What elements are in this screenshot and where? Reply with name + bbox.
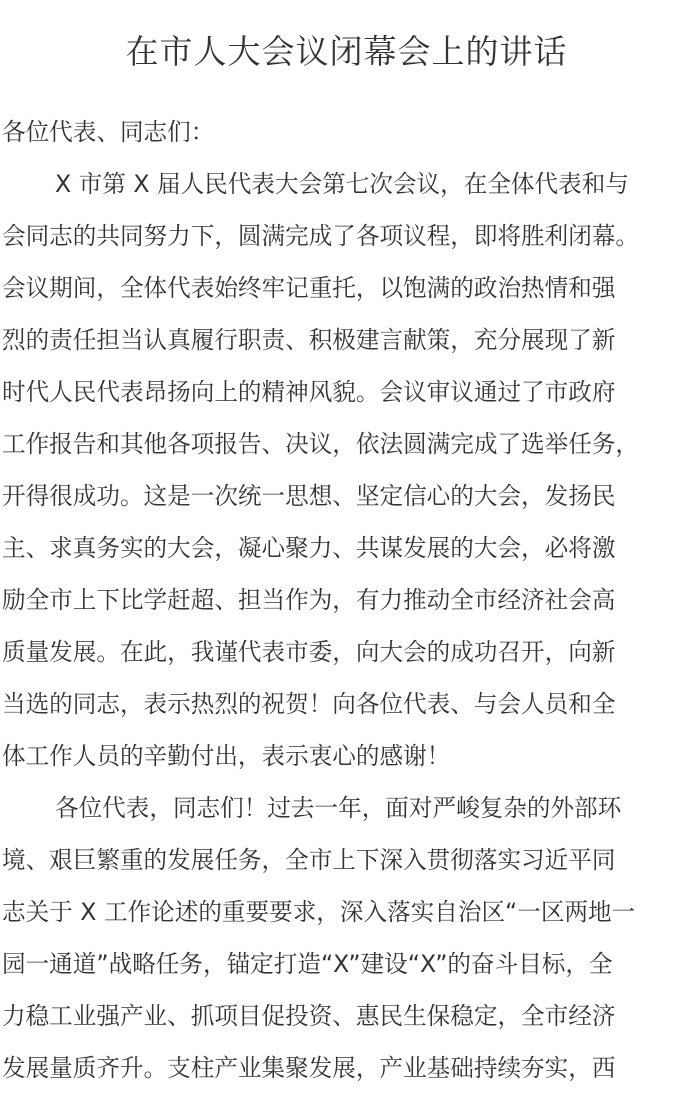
text-line: 时代人民代表昂扬向上的精神风貌。会议审议通过了市政府 bbox=[2, 378, 616, 406]
text-line: 励全市上下比学赶超、担当作为，有力推动全市经济社会高 bbox=[2, 586, 616, 614]
text-line: 主、求真务实的大会，凝心聚力、共谋发展的大会，必将激 bbox=[2, 534, 616, 562]
text-line: 当选的同志，表示热烈的祝贺！向各位代表、与会人员和全 bbox=[2, 690, 616, 718]
text-line: 园一通道”战略任务，锚定打造“X”建设“X”的奋斗目标，全 bbox=[2, 950, 613, 978]
text-line: 会议期间，全体代表始终牢记重托，以饱满的政治热情和强 bbox=[2, 274, 616, 302]
document-body bbox=[2, 108, 693, 1096]
text-line: 会同志的共同努力下，圆满完成了各项议程，即将胜利闭幕。 bbox=[2, 222, 640, 250]
text-line: X 市第 X 届人民代表大会第七次会议，在全体代表和与 bbox=[55, 170, 629, 198]
text-line: 烈的责任担当认真履行职责、积极建言献策，充分展现了新 bbox=[2, 326, 616, 354]
text-line: 力稳工业强产业、抓项目促投资、惠民生保稳定，全市经济 bbox=[2, 1002, 616, 1030]
text-line: 工作报告和其他各项报告、决议，依法圆满完成了选举任务， bbox=[2, 430, 640, 458]
text-line: 境、艰巨繁重的发展任务，全市上下深入贯彻落实习近平同 bbox=[2, 846, 616, 874]
text-line: 各位代表，同志们！过去一年，面对严峻复杂的外部环 bbox=[55, 794, 622, 822]
text-line: 质量发展。在此，我谨代表市委，向大会的成功召开，向新 bbox=[2, 638, 616, 666]
text-line: 志关于 X 工作论述的重要要求，深入落实自治区“一区两地一 bbox=[2, 898, 636, 926]
text-line: 体工作人员的辛勤付出，表示衷心的感谢！ bbox=[2, 742, 451, 770]
text-line: 各位代表、同志们： bbox=[2, 118, 215, 146]
text-line: 发展量质齐升。支柱产业集聚发展，产业基础持续夯实，西 bbox=[2, 1054, 616, 1082]
text-line: 开得很成功。这是一次统一思想、坚定信心的大会，发扬民 bbox=[2, 482, 616, 510]
document-title: 在市人大会议闭幕会上的讲话 bbox=[125, 32, 568, 71]
